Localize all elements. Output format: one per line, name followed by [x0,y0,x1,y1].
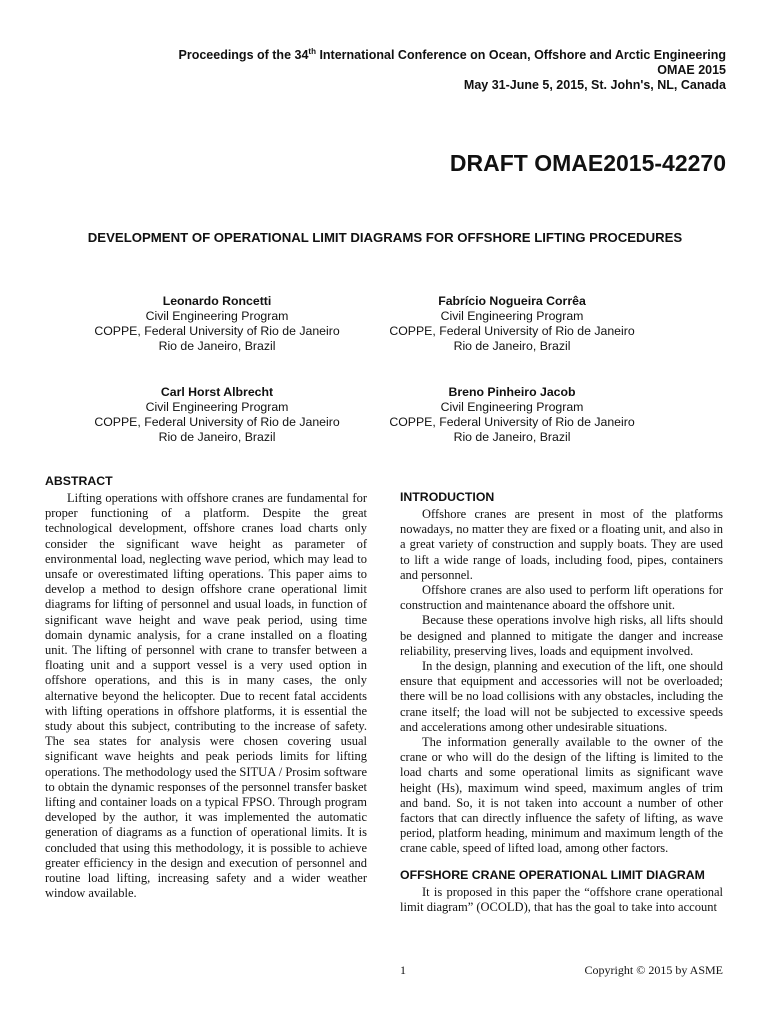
abstract-heading: ABSTRACT [45,474,113,488]
paragraph: The information generally available to the owner of the crane or who will do the design of the lifting is limited to the load charts and some operational limits as significant wave height (Hs), maximum wind speed, maximum angles of trim and band. So, it is not taken into account a number of other factors that can directly influence the safety of lifting, as wave period, platform heading, minimum and maximum length of the crane cable, speed of lifted load, among other factors. [400,735,723,856]
paragraph: In the design, planning and execution of the lift, one should ensure that equipment and accessories will not be overloaded; there will be no load collisions with any obstacles, including the crane itself; the load will not be subjected to excessive speeds and accelerations among other undesirable situations. [400,659,723,734]
author-affiliation: COPPE, Federal University of Rio de Janeiro [94,324,340,338]
ocold-section [400,868,723,915]
page-number: 1 [400,963,406,977]
paragraph: Offshore cranes are present in most of the platforms nowadays, no matter they are fixed or a floating unit, and also in a great variety of construction and supply boats. They are used to lift a wide range of loads, including food, pipes, containers and personnel. [400,507,723,582]
draft-paper-id: DRAFT OMAE2015-42270 [449,150,726,176]
paragraph: Because these operations involve high risks, all lifts should be designed and planned to mitigate the danger and increase reliability, preserving lives, loads and equipment involved. [400,613,723,658]
author-name: Leonardo Roncetti [162,294,272,308]
paragraph: It is proposed in this paper the “offshore crane operational limit diagram” (OCOLD), that has the goal to take into account [400,885,723,915]
author-program: Civil Engineering Program [145,400,289,414]
author-program: Civil Engineering Program [440,400,584,414]
author-affiliation: COPPE, Federal University of Rio de Janeiro [389,415,635,429]
conference-header [179,44,727,93]
author-affiliation: COPPE, Federal University of Rio de Janeiro [389,324,635,338]
ocold-heading: OFFSHORE CRANE OPERATIONAL LIMIT DIAGRAM [400,868,705,882]
conference-name: Proceedings of the 34th International Conference on Ocean, Offshore and Arctic Engineering [178,47,726,63]
conference-dates: May 31-June 5, 2015, St. John's, NL, Canada [463,78,726,93]
introduction-section [400,490,723,857]
conference-acronym: OMAE 2015 [657,63,726,78]
author-location: Rio de Janeiro, Brazil [453,339,571,353]
introduction-heading: INTRODUCTION [400,490,495,504]
author-program: Civil Engineering Program [145,309,289,323]
author-block [72,385,362,445]
abstract-section [45,474,367,901]
author-block [367,294,657,354]
author-location: Rio de Janeiro, Brazil [158,339,276,353]
author-name: Breno Pinheiro Jacob [448,385,576,399]
copyright-notice: Copyright © 2015 by ASME [584,963,723,977]
author-name: Fabrício Nogueira Corrêa [438,294,586,308]
paper-title: DEVELOPMENT OF OPERATIONAL LIMIT DIAGRAMS FOR OFFSHORE LIFTING PROCEDURES [87,230,683,245]
author-block [367,385,657,445]
author-affiliation: COPPE, Federal University of Rio de Janeiro [94,415,340,429]
author-location: Rio de Janeiro, Brazil [453,430,571,444]
author-name: Carl Horst Albrecht [160,385,274,399]
author-program: Civil Engineering Program [440,309,584,323]
paragraph: Offshore cranes are also used to perform lift operations for construction and maintenance aboard the offshore unit. [400,583,723,613]
author-location: Rio de Janeiro, Brazil [158,430,276,444]
author-block [72,294,362,354]
abstract-text: Lifting operations with offshore cranes are fundamental for proper functioning of a platform. Despite the great technological development, offshore cranes load charts only consider the significant wave height as parameter of environmental load, neglecting wave period, which may lead to unsafe or overestimated lifting operations. This paper aims to develop a method to design offshore crane operational limit diagrams for lifting of personnel and usual loads, in function of significant wave height and wave peak period, using time domain dynamic analysis, for a crane installed on a floating unit. The lifting of personnel with crane to transfer between a floating unit and a support vessel is a very used option in offshore operations, and this is in many cases, the only alternative beyond the helicopter. Due to recent fatal accidents with lifting operations in offshore platforms, it is essential the study about this subject, contributing to the increase of safety. The sea states for analysis were chosen covering usual significant wave heights and peak periods limits for lifting operations. The methodology used the SITUA / Prosim software to obtain the dynamic responses of the personnel transfer basket lifting and container loads on a typical FPSO. Through program developed by the author, it was implemented the automatic generation of diagrams as a function of operational limits. It is concluded that using this methodology, it is possible to achieve greater efficiency in the design and execution of personnel and routine load lifting, increasing safety and a wider weather window available. [45,491,367,901]
